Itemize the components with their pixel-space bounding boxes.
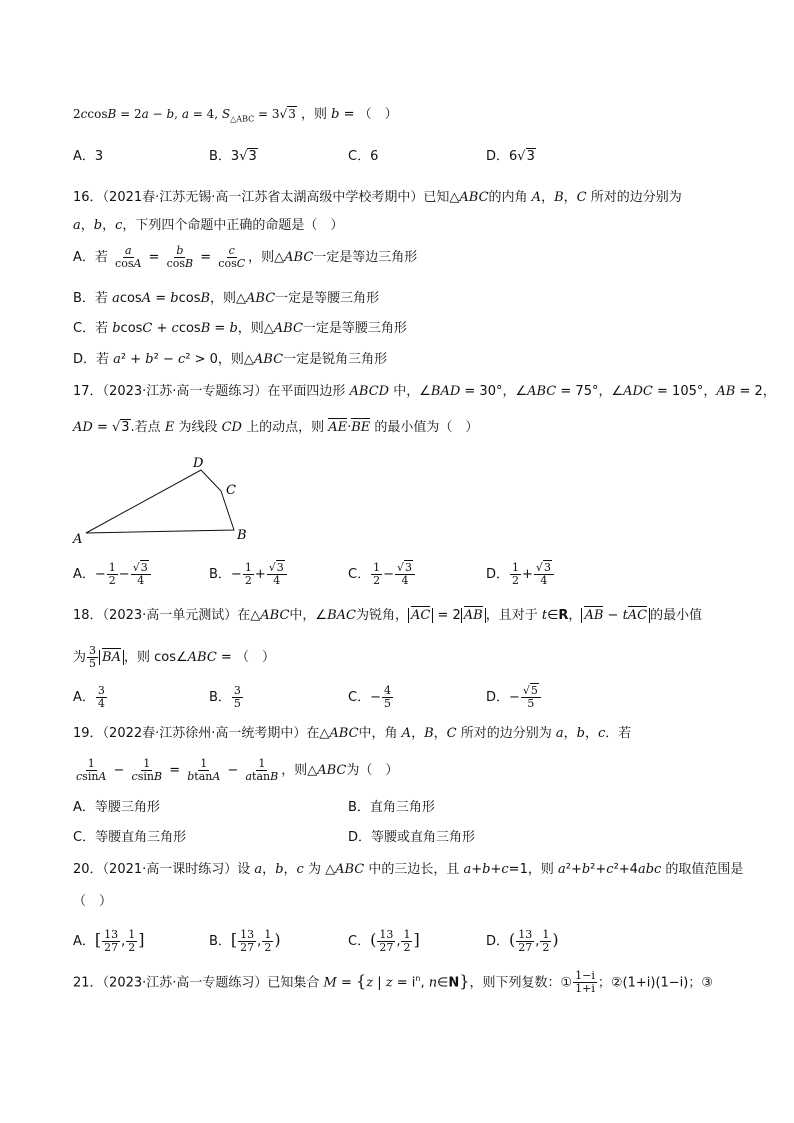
q18-option-a: A． $\frac{3}{4}$	[73, 684, 105, 710]
q17-option-a: A．− $\frac{1}{2}$ − $\frac{√3}{4}$	[73, 562, 152, 587]
q15-option-c: C．6	[348, 149, 379, 164]
q16-option-b: B．若 acosA = bcosB，则△ABC一定是等腰三角形	[73, 291, 380, 306]
q19-option-a: A．等腰三角形	[73, 800, 160, 815]
q19-option-b: B．直角三角形	[348, 800, 435, 815]
q19-line2: $\frac{1}{csinA}$ − $\frac{1}{csinB}$ = $\frac{1}{btanA}$ − $\frac{1}{atanB}$ ，则△ABC为（ ）	[76, 757, 399, 783]
q19-option-c: C．等腰直角三角形	[73, 830, 187, 845]
q19-option-d: D．等腰或直角三角形	[348, 830, 476, 845]
q17-option-b: B．− $\frac{1}{2}$ + $\frac{√3}{4}$	[209, 562, 288, 587]
quadrilateral-abcd	[86, 470, 234, 533]
q20-line2: （ ）	[73, 894, 113, 909]
q20-option-b: B．[ $\frac{13}{27}$ , $\frac{1}{2}$ )	[209, 928, 281, 954]
q20-option-c: C．( $\frac{13}{27}$ , $\frac{1}{2}$ ]	[348, 928, 420, 954]
q16-option-a: A．若 $\frac{a}{\cos A}$ = $\frac{b}{\cos B}$ = $\frac{c}{\cos C}$ ，则△ABC一定是等边三角形	[73, 244, 418, 270]
q15-option-a: A．3	[73, 149, 104, 164]
label-d: D	[193, 456, 204, 471]
q18-option-b: B． $\frac{3}{5}$	[209, 684, 241, 710]
q15-option-d: D．6√3	[486, 149, 535, 164]
label-a: A	[73, 532, 83, 547]
q20-option-a: A．[ $\frac{13}{27}$ , $\frac{1}{2}$ ]	[73, 928, 145, 954]
q16-line1: 16．（2021春·江苏无锡·高一江苏省太湖高级中学校考期中）已知△ABC的内角 A，B，C 所对的边分别为	[73, 190, 682, 205]
label-b: B	[237, 528, 247, 543]
q17-line1: 17．（2023·江苏·高一专题练习）在平面四边形 ABCD 中，∠BAD = 30°，∠ABC = 75°，∠ADC = 105°，AB = 2，	[73, 384, 776, 399]
q18-line2: 为 $\frac{3}{5}$ BA ，则 cos∠ABC = （ ）	[73, 644, 275, 670]
q16-line2: a，b，c，下列四个命题中正确的命题是（ ）	[73, 218, 344, 233]
q20-line1: 20．（2021·高一课时练习）设 a，b，c 为 △ABC 中的三边长，且 a+b+c=1，则 a²+b²+c²+4abc 的取值范围是	[73, 862, 744, 877]
q18-line1: 18．（2023·高一单元测试）在△ABC中，∠BAC为锐角， AC = 2 AB ，且对于 t∈R， AB − tAC 的最小值	[73, 608, 703, 623]
q21-line1: 21．（2023·江苏·高一专题练习）已知集合 M = {z | $z = i^n$, n∈N}，则下列复数：① $\frac{1-i}{1+i}$ ；②(1+i)(1−i)；③	[73, 969, 714, 996]
q17-line2: AD = √3.若点 E 为线段 CD 上的动点，则 AE·BE 的最小值为（ ）	[73, 420, 479, 435]
q16-option-c: C．若 bcosC + ccosB = b，则△ABC一定是等腰三角形	[73, 321, 407, 336]
q18-option-c: C．− $\frac{4}{5}$	[348, 684, 391, 710]
q20-option-d: D．( $\frac{13}{27}$ , $\frac{1}{2}$ )	[486, 928, 559, 954]
q15-option-b: B．3√3	[209, 149, 257, 164]
q18-option-d: D．− $\frac{√5}{5}$	[486, 685, 542, 710]
q16-option-d: D．若 a² + b² − c² > 0，则△ABC一定是锐角三角形	[73, 352, 388, 367]
q19-line1: 19．（2022春·江苏徐州·高一统考期中）在△ABC中，角 A，B，C 所对的边分别为 a，b，c．若	[73, 726, 632, 741]
q15-stem: 2ccosB = 2a − b, a = 4, $S_{\triangle ABC} = 3√3$ ，则 b = （ ）	[73, 107, 398, 124]
q17-option-d: D． $\frac{1}{2}$ + $\frac{√3}{4}$	[486, 562, 555, 587]
q17-option-c: C． $\frac{1}{2}$ − $\frac{√3}{4}$	[348, 562, 416, 587]
label-c: C	[226, 483, 236, 498]
